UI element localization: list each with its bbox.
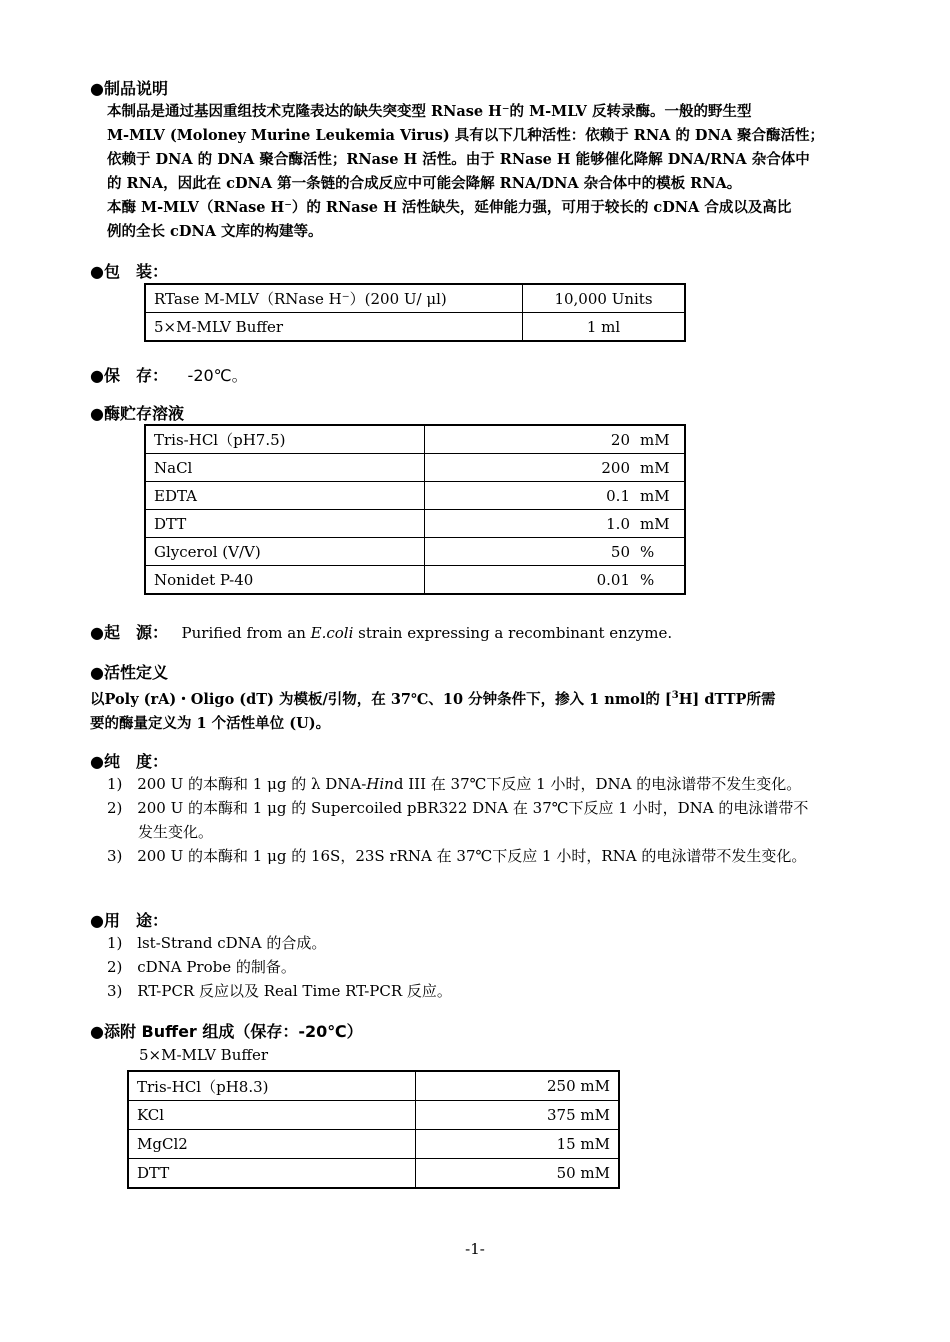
section-heading-packaging: ●包 装： [90,262,168,281]
solution-value: 1.0 [606,514,630,533]
storage-label: ●保 存： [90,366,168,385]
solution-unit: % [640,570,655,589]
solution-component: Glycerol (V/V) [145,538,425,566]
table-row [145,482,685,510]
table-row [145,425,685,454]
section-heading-storage-solution: ●酶贮存溶液 [90,404,184,423]
table-row [145,566,685,595]
purity-item-3 [107,845,806,866]
solution-component: NaCl [145,454,425,482]
table-row [145,313,685,342]
solution-unit: mM [640,458,670,477]
product-desc-line: 本制品是通过基因重组技术克隆表达的缺失突变型 RNase H⁻的 M-MLV 反转录酶。一般的野生型 [107,103,752,120]
product-desc-line: M-MLV (Moloney Murine Leukemia Virus) 具有以下几种活性：依赖于 RNA 的 DNA 聚合酶活性； [107,127,825,144]
activity-superscript: 3 [671,690,679,701]
table-row [145,454,685,482]
table-row [145,510,685,538]
origin-organism: E.coli [310,624,354,642]
buffer-value: 50 mM [416,1159,620,1189]
purity-text: 200 U 的本酶和 1 μg 的 16S，23S rRNA 在 37℃下反应 1 小时，RNA 的电泳谱带不发生变化。 [137,847,807,865]
solution-component: Tris-HCl（pH7.5) [145,425,425,454]
buffer-component: DTT [128,1159,416,1189]
section-heading-usage: ●用 途： [90,911,168,930]
activity-line: 要的酶量定义为 1 个活性单位 (U)。 [90,714,331,732]
usage-text: RT-PCR 反应以及 Real Time RT-PCR 反应。 [137,982,452,1000]
activity-line-part: 以Poly (rA)・Oligo (dT) 为模板/引物，在 37℃、10 分钟条件下，掺入 1 nmol的 [ [90,690,672,708]
activity-line-part: H] dTTP所需 [678,690,776,708]
solution-unit: mM [640,514,670,533]
product-desc-line: 的 RNA，因此在 cDNA 第一条链的合成反应中可能会降解 RNA/DNA 杂合体中的模板 RNA。 [107,175,742,192]
storage-value: -20℃。 [187,366,248,385]
usage-text: lst-Strand cDNA 的合成。 [137,934,327,952]
origin-label: ●起 源： [90,623,168,642]
solution-value: 20 [610,430,630,449]
list-number: 1) [107,775,123,793]
list-number: 2) [107,799,123,817]
solution-component: DTT [145,510,425,538]
section-heading-buffer: ●添附 Buffer 组成（保存：-20℃） [90,1022,363,1041]
origin-text-before: Purified from an [181,624,311,642]
list-number: 1) [107,934,123,952]
packaging-table [144,283,686,342]
buffer-value: 250 mM [416,1071,620,1101]
buffer-component: Tris-HCl（pH8.3) [128,1071,416,1101]
section-heading-origin [90,620,672,643]
list-number: 3) [107,982,123,1000]
purity-item-2 [107,797,808,818]
table-row [128,1159,619,1189]
purity-italic: Hin [366,775,394,793]
packaging-amount: 1 ml [523,313,686,342]
purity-text-part: 200 U 的本酶和 1 μg 的 λ DNA- [137,775,367,793]
table-row [128,1101,619,1130]
usage-item [107,956,296,977]
solution-value: 0.01 [596,570,630,589]
origin-text [182,624,673,642]
buffer-component: MgCl2 [128,1130,416,1159]
table-row [128,1130,619,1159]
buffer-table [127,1070,620,1189]
section-heading-activity: ●活性定义 [90,663,168,682]
product-desc-line: 本酶 M-MLV（RNase H⁻）的 RNase H 活性缺失，延伸能力强，可用于较长的 cDNA 合成以及高比 [107,199,792,216]
usage-text: cDNA Probe 的制备。 [137,958,296,976]
solution-value: 0.1 [606,486,630,505]
packaging-item: 5×M-MLV Buffer [145,313,523,342]
usage-item [107,980,452,1001]
packaging-amount: 10,000 Units [523,284,686,313]
solution-component: EDTA [145,482,425,510]
solution-value: 50 [610,542,630,561]
section-heading-storage [90,363,248,386]
solution-unit: mM [640,486,670,505]
purity-text [137,775,801,793]
section-heading-purity: ●纯 度： [90,752,168,771]
page-number: -1- [465,1240,485,1258]
solution-value: 200 [601,458,630,477]
activity-paragraph [90,684,775,736]
list-number: 3) [107,847,123,865]
buffer-value: 375 mM [416,1101,620,1130]
list-number: 2) [107,958,123,976]
buffer-value: 15 mM [416,1130,620,1159]
solution-unit: mM [640,430,670,449]
solution-unit: % [640,542,655,561]
buffer-subtitle: 5×M-MLV Buffer [139,1046,269,1064]
storage-solution-table [144,424,686,595]
purity-text: 200 U 的本酶和 1 μg 的 Supercoiled pBR322 DNA 在 37℃下反应 1 小时，DNA 的电泳谱带不 [137,799,809,817]
activity-line [90,684,775,712]
product-desc-line: 依赖于 DNA 的 DNA 聚合酶活性；RNase H 活性。由于 RNase H 能够催化降解 DNA/RNA 杂合体中 [107,151,810,168]
table-row [145,538,685,566]
buffer-component: KCl [128,1101,416,1130]
usage-item [107,932,326,953]
packaging-item: RTase M-MLV（RNase H⁻）(200 U/ μl) [145,284,523,313]
section-heading-product-desc: ●制品说明 [90,79,168,98]
solution-component: Nonidet P-40 [145,566,425,595]
purity-item-2-continuation: 发生变化。 [138,823,214,841]
purity-text-part: d III 在 37℃下反应 1 小时，DNA 的电泳谱带不发生变化。 [393,775,802,793]
origin-text-after: strain expressing a recombinant enzyme. [353,624,673,642]
table-row [145,284,685,313]
purity-item-1 [107,773,801,794]
product-desc-paragraph [107,100,824,244]
table-row [128,1071,619,1101]
product-desc-line: 例的全长 cDNA 文库的构建等。 [107,223,323,240]
